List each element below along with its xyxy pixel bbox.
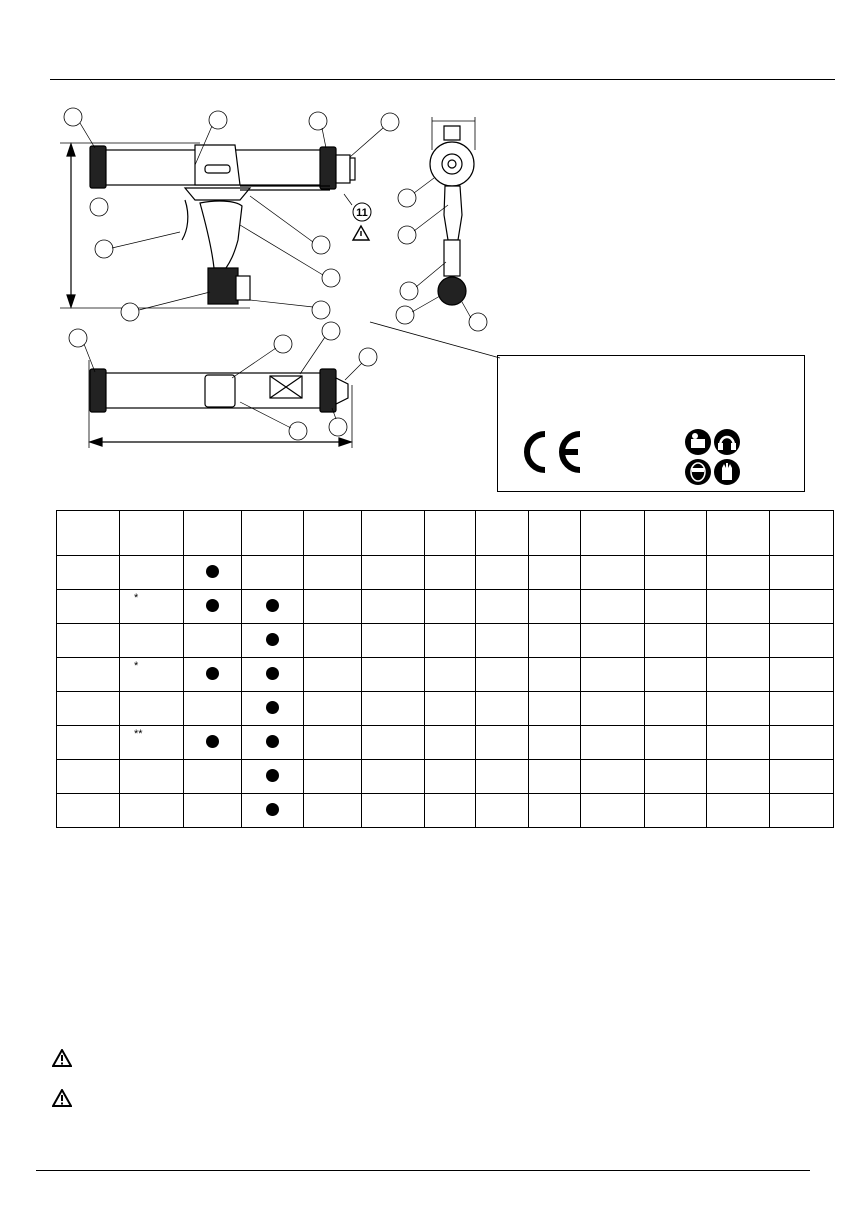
- table-cell: [425, 692, 476, 726]
- table-cell: [581, 692, 645, 726]
- table-cell: [770, 590, 834, 624]
- table-cell: [770, 726, 834, 760]
- table-cell: [645, 556, 707, 590]
- table-cell: [425, 556, 476, 590]
- table-cell: [242, 590, 304, 624]
- table-cell: [120, 692, 184, 726]
- table-cell: [645, 692, 707, 726]
- table-cell: [362, 590, 425, 624]
- filled-dot-icon: [266, 599, 279, 612]
- table-cell: [242, 556, 304, 590]
- header-cell: [242, 511, 304, 556]
- table-cell: [770, 794, 834, 828]
- table-row: [57, 726, 834, 760]
- header-cell: [581, 511, 645, 556]
- callout-11-number: 11: [356, 207, 368, 219]
- table-cell: [707, 590, 770, 624]
- table-cell: [645, 658, 707, 692]
- table-cell: [529, 590, 581, 624]
- table-cell: [242, 726, 304, 760]
- warning-triangle-icon: [52, 1049, 72, 1067]
- table-cell: [184, 590, 242, 624]
- table-cell: [770, 556, 834, 590]
- table-header-row: [57, 511, 834, 556]
- filled-dot-icon: [206, 565, 219, 578]
- table-cell: [242, 760, 304, 794]
- table-cell: [476, 590, 529, 624]
- header-cell: [184, 511, 242, 556]
- table-cell: [707, 658, 770, 692]
- table-cell: [304, 658, 362, 692]
- table-cell: [476, 624, 529, 658]
- table-cell: [581, 590, 645, 624]
- table-cell: [362, 760, 425, 794]
- table-cell: [645, 590, 707, 624]
- table-cell: [184, 624, 242, 658]
- table-row: [57, 624, 834, 658]
- table-cell: [57, 556, 120, 590]
- table-cell: [242, 624, 304, 658]
- filled-dot-icon: [266, 667, 279, 680]
- table-cell: [770, 692, 834, 726]
- table-cell: [184, 794, 242, 828]
- table-cell: [425, 760, 476, 794]
- table-row: [57, 590, 834, 624]
- table-cell: [57, 794, 120, 828]
- table-cell: [707, 624, 770, 658]
- table-cell: [707, 794, 770, 828]
- table-cell: [476, 794, 529, 828]
- spec-table: [56, 510, 834, 828]
- table-cell: [425, 590, 476, 624]
- row-mark: **: [134, 728, 143, 740]
- rating-label-box: [497, 355, 805, 492]
- footer-rule: [36, 1170, 810, 1171]
- table-cell: [476, 726, 529, 760]
- table-cell: [529, 692, 581, 726]
- table-cell: [425, 726, 476, 760]
- filled-dot-icon: [266, 769, 279, 782]
- table-cell: [581, 556, 645, 590]
- table-cell: [425, 794, 476, 828]
- table-cell: [645, 760, 707, 794]
- header-cell: [529, 511, 581, 556]
- table-cell: [425, 624, 476, 658]
- filled-dot-icon: [206, 667, 219, 680]
- row-mark: *: [134, 592, 139, 604]
- table-cell: [476, 760, 529, 794]
- table-cell: [57, 590, 120, 624]
- header-cell: [362, 511, 425, 556]
- table-cell: [581, 624, 645, 658]
- header-cell: [770, 511, 834, 556]
- table-row: [57, 556, 834, 590]
- filled-dot-icon: [266, 735, 279, 748]
- table-row: [57, 658, 834, 692]
- filled-dot-icon: [206, 735, 219, 748]
- table-cell: [304, 726, 362, 760]
- table-cell: [476, 658, 529, 692]
- table-cell: [57, 726, 120, 760]
- table-cell: [362, 726, 425, 760]
- table-cell: [304, 692, 362, 726]
- table-cell: [529, 556, 581, 590]
- table-cell: [425, 658, 476, 692]
- read-manual-icon: [685, 429, 711, 455]
- table-cell: [707, 726, 770, 760]
- header-cell: [476, 511, 529, 556]
- table-cell: [476, 556, 529, 590]
- ear-protection-icon: [714, 429, 740, 455]
- table-cell: [529, 658, 581, 692]
- table-cell: [645, 624, 707, 658]
- table-cell: [57, 692, 120, 726]
- table-cell: [120, 556, 184, 590]
- table-cell: [362, 692, 425, 726]
- ce-mark-icon: [518, 428, 588, 476]
- table-cell: [362, 624, 425, 658]
- table-cell: [304, 794, 362, 828]
- table-cell: [770, 658, 834, 692]
- table-row: [57, 794, 834, 828]
- table-cell: [242, 658, 304, 692]
- table-cell: [184, 760, 242, 794]
- table-cell: [707, 556, 770, 590]
- header-cell: [57, 511, 120, 556]
- filled-dot-icon: [266, 701, 279, 714]
- table-row: [57, 692, 834, 726]
- table-cell: [57, 760, 120, 794]
- table-cell: [242, 794, 304, 828]
- filled-dot-icon: [206, 599, 219, 612]
- table-cell: [581, 760, 645, 794]
- table-cell: [120, 794, 184, 828]
- header-cell: [645, 511, 707, 556]
- table-cell: [304, 760, 362, 794]
- table-cell: [581, 658, 645, 692]
- table-cell: [476, 692, 529, 726]
- table-cell: [120, 624, 184, 658]
- table-cell: [242, 692, 304, 726]
- row-mark: *: [134, 660, 139, 672]
- header-cell: [120, 511, 184, 556]
- table-cell: [304, 624, 362, 658]
- table-cell: [184, 726, 242, 760]
- header-cell: [425, 511, 476, 556]
- table-cell: [529, 624, 581, 658]
- filled-dot-icon: [266, 633, 279, 646]
- table-cell: [57, 624, 120, 658]
- table-cell: [645, 726, 707, 760]
- table-cell: [184, 556, 242, 590]
- table-cell: [120, 726, 184, 760]
- table-cell: [529, 726, 581, 760]
- table-cell: [304, 590, 362, 624]
- filled-dot-icon: [266, 803, 279, 816]
- table-cell: [362, 794, 425, 828]
- table-cell: [529, 794, 581, 828]
- eye-protection-icon: [685, 459, 711, 485]
- table-cell: [120, 658, 184, 692]
- table-cell: [707, 760, 770, 794]
- table-cell: [770, 624, 834, 658]
- table-cell: [707, 692, 770, 726]
- table-row: [57, 760, 834, 794]
- table-cell: [120, 760, 184, 794]
- header-cell: [707, 511, 770, 556]
- hand-protection-icon: [714, 459, 740, 485]
- table-cell: [304, 556, 362, 590]
- table-cell: [120, 590, 184, 624]
- table-cell: [581, 726, 645, 760]
- header-cell: [304, 511, 362, 556]
- ppe-icons: [684, 428, 744, 486]
- table-cell: [529, 760, 581, 794]
- table-cell: [581, 794, 645, 828]
- table-cell: [184, 658, 242, 692]
- table-cell: [57, 658, 120, 692]
- table-cell: [184, 692, 242, 726]
- table-cell: [362, 556, 425, 590]
- table-cell: [770, 760, 834, 794]
- table-cell: [362, 658, 425, 692]
- table-cell: [645, 794, 707, 828]
- warning-triangle-icon: [52, 1089, 72, 1107]
